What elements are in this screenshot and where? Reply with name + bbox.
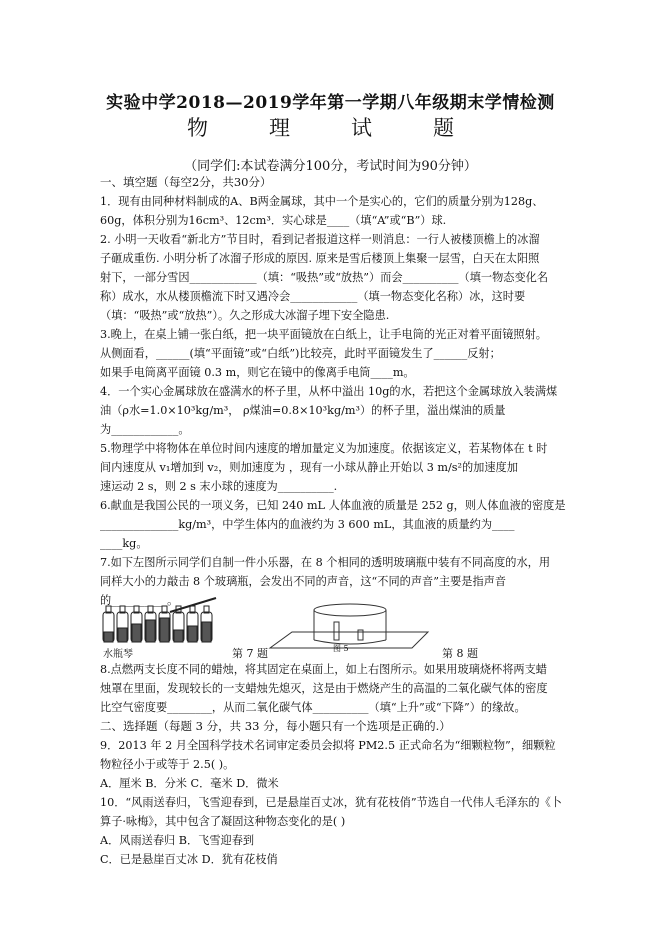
fig8-label: 图 5: [333, 644, 349, 653]
section-fill-blank-heading: 一、填空题（每空2分，共30分）: [100, 175, 272, 189]
question-line: 称）成水，水从楼顶檐流下时又遇冷会____________（填一物态变化名称）冰，这时要: [100, 290, 526, 303]
question-line: ______________kg/m³，中学生体内的血液约为 3 600 mL，其血液的质量约为____: [100, 518, 515, 531]
question-line: ____kg。: [100, 537, 148, 550]
water-bottle-xylophone-figure: [100, 594, 220, 652]
question-line: 从侧面看，______(填“平面镜”或“白纸”)比较亮，此时平面镜发生了______反射；: [100, 347, 501, 360]
bottle-icon: [103, 606, 114, 642]
choice-options: A．厘米 B．分米 C．毫米 D．微米: [100, 777, 279, 790]
question-line: 算子·咏梅》，其中包含了凝固这种物态变化的是( ): [100, 815, 346, 828]
question-line: 的__________。: [100, 594, 179, 607]
subject-title: 物 理 试 题: [187, 116, 474, 140]
fig7-label: 水瓶琴: [103, 649, 133, 660]
question-line: 9．2013 年 2 月全国科学技术名词审定委员会拟将 PM2.5 正式命名为“细颗粒物”，细颗粒: [100, 739, 556, 752]
fig8-caption: 第 8 题: [442, 647, 478, 660]
question-line: 射下，一部分雪因____________（填：“吸热”或“放热”）而会__________（填一物态变化名: [100, 271, 549, 284]
choice-options: A．风雨送春归 B．飞雪迎春到: [100, 834, 255, 847]
question-line: 间内速度从 v₁增加到 v₂，则加速度为 ，现有一小球从静止开始以 3 m/s²的加速度加: [100, 461, 518, 474]
question-line: 1．现有由同种材料制成的A、B两金属球，其中一个是实心的，它们的质量分别为128g、: [100, 195, 544, 208]
question-line: 子砸成重伤. 小明分析了冰溜子形成的原因. 原来是雪后楼顶上集聚一层雪，白天在太阳照: [100, 252, 540, 265]
fig7-caption: 第 7 题: [232, 647, 268, 660]
question-line: 5.物理学中将物体在单位时间内速度的增加量定义为加速度。依据该定义，若某物体在 t 时: [100, 442, 548, 455]
question-line: 7.如下左图所示同学们自制一件小乐器，在 8 个相同的透明玻璃瓶中装有不同高度的水，用: [100, 556, 551, 569]
question-line: 烛罩在里面，发现较长的一支蜡烛先熄灭，这是由于燃烧产生的高温的二氧化碳气体的密度: [100, 682, 548, 695]
choice-options: C．已是悬崖百丈冰 D．犹有花枝俏: [100, 853, 278, 866]
question-line: 比空气密度要________，从而二氧化碳气体__________（填“上升”或“下降”）的缘故。: [100, 701, 526, 714]
section-choice-heading: 二、选择题（每题 3 分，共 33 分，每小题只有一个选项是正确的.）: [100, 719, 451, 733]
question-line: 物粒径小于或等于 2.5( )。: [100, 758, 235, 771]
question-line: 4．一个实心金属球放在盛满水的杯子里，从杯中溢出 10g的水，若把这个金属球放入装满煤: [100, 385, 558, 398]
question-line: 8.点燃两支长度不同的蜡烛，将其固定在桌面上，如上右图所示。如果用玻璃烧杯将两支蜡: [100, 663, 547, 676]
question-line: 10．“风雨送春归，飞雪迎春到，已是悬崖百丈冰，犹有花枝俏”节选自一代伟人毛泽东的《卜: [100, 796, 562, 809]
question-line: 60g，体积分别为16cm³、12cm³．实心球是____（填“A”或“B”）球.: [100, 214, 447, 227]
question-line: 油（ρ水=1.0×10³kg/m³， ρ煤油=0.8×10³kg/m³）的杯子里，溢出煤油的质量: [100, 404, 506, 417]
question-line: 6.献血是我国公民的一项义务，已知 240 mL 人体血液的质量是 252 g，则人体血液的密度是: [100, 499, 566, 512]
question-line: 如果手电筒离平面镜 0.3 m，则它在镜中的像离手电筒____m。: [100, 366, 415, 379]
exam-title: 实验中学2018—2019学年第一学期八年级期末学情检测: [106, 93, 555, 113]
question-line: 同样大小的力敲击 8 个玻璃瓶，会发出不同的声音，这“不同的声音”主要是指声音: [100, 575, 507, 588]
exam-note: （同学们:本试卷满分100分，考试时间为90分钟）: [184, 159, 477, 174]
question-line: 3.晚上，在桌上铺一张白纸，把一块平面镜放在白纸上，让手电筒的光正对着平面镜照射。: [100, 328, 547, 341]
question-line: 2. 小明一天收看“新北方”节目时，看到记者报道这样一则消息：一行人被楼顶檐上的冰溜: [100, 233, 540, 246]
question-line: 速运动 2 s，则 2 s 末小球的速度为__________.: [100, 480, 338, 493]
question-line: 为____________。: [100, 423, 190, 436]
question-line: （填：“吸热”或“放热”）。久之形成大冰溜子埋下安全隐患.: [100, 309, 390, 322]
